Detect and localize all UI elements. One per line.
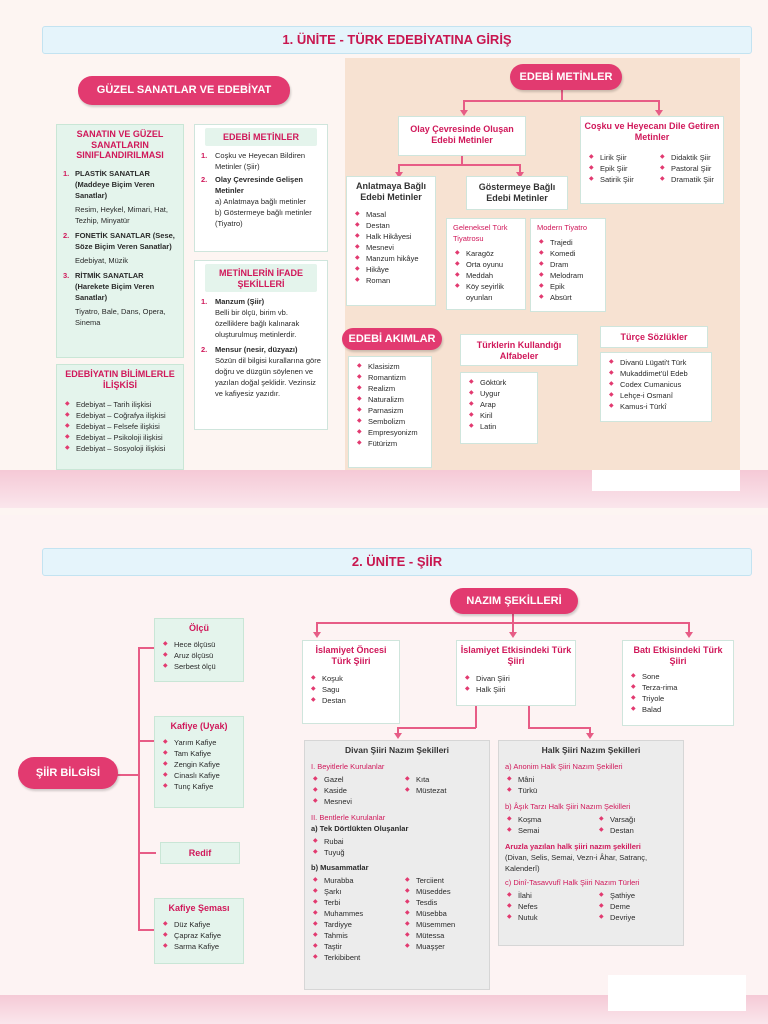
- geleneksel-tiyatro-box: [446, 218, 526, 310]
- modern-tiyatro-box: [530, 218, 606, 312]
- list-item: ◆ Sarma Kafiye: [163, 941, 239, 952]
- list-item: ◆ Müseddes: [405, 886, 485, 897]
- list-item: ◆ Tesdis: [405, 897, 485, 908]
- list-item: ◆ Kamus-i Türkî: [609, 401, 707, 412]
- list-item: ◆ Edebiyat – Tarih ilişkisi: [65, 399, 179, 410]
- list-item: ◆ Nutuk: [507, 912, 587, 923]
- list-item: ◆ Muaşşer: [405, 941, 485, 952]
- gostermeye-bagli-box: [466, 176, 568, 210]
- list-item: ◆ Edebiyat – Felsefe ilişkisi: [65, 421, 179, 432]
- list-item: ◆ Orta oyunu: [455, 259, 521, 270]
- list-item: ◆ Komedi: [539, 248, 601, 259]
- arrow: [313, 632, 321, 638]
- list-item: ◆ Tardiyye: [313, 919, 393, 930]
- cosku-heyecan-box: [580, 116, 724, 204]
- list-item: ◆ Masal: [355, 209, 431, 220]
- sanat-siniflandirma-box: [56, 124, 184, 358]
- list-item: ◆ Epik: [539, 281, 601, 292]
- list-item: ◆ Fütürizm: [357, 438, 427, 449]
- nazim-sekilleri-pill: NAZIM ŞEKİLLERİ: [450, 588, 578, 614]
- edebi-metinler-box: EDEBİ METİNLER 1. Coşku ve Heyecan Bildiren Metinler (Şiir) 2. Olay Çevresinde Gelişen Metinler a) Anlatmaya bağlı metinler b) Göstermeye bağlı metinler (Tiyatro): [194, 124, 328, 252]
- list-item: ◆ Uygur: [469, 388, 533, 399]
- islamiyet-oncesi-title: İslamiyet Öncesi Türk Şiiri: [315, 645, 387, 666]
- list-item: ◆ Hece ölçüsü: [163, 639, 239, 650]
- list-item: ◆ Meddah: [455, 270, 521, 281]
- list-item: ◆ Cinaslı Kafiye: [163, 770, 239, 781]
- unit2-blank-box: [608, 975, 746, 1011]
- list-item: ◆ Varsağı: [599, 814, 679, 825]
- tek-dortluk: a) Tek Dörtlükten Oluşanlar: [311, 823, 409, 833]
- connector: [461, 155, 463, 165]
- ritmik-sanatlar: 3. RİTMİK SANATLAR (Harekete Biçim Veren Sanatlar) Tiyatro, Bale, Dans, Opera, Sinema: [63, 270, 166, 327]
- aruzla-yazilan-desc: (Divan, Selis, Semai, Vezn-i Âhar, Satranç, Kalenderî): [505, 852, 648, 873]
- connector: [475, 706, 477, 728]
- connector: [561, 90, 563, 101]
- anlatmaya-bagli-title: Anlatmaya Bağlı Edebi Metinler: [355, 181, 427, 202]
- guzel-sanatlar-pill: GÜZEL SANATLAR VE EDEBİYAT: [78, 76, 290, 105]
- list-item: ◆ Lehçe-i Osmanî: [609, 390, 707, 401]
- olay-cevresinde-box: [398, 116, 526, 156]
- list-item: ◆ Latin: [469, 421, 533, 432]
- connector: [316, 622, 689, 624]
- siir-bilgisi-pill: ŞİİR BİLGİSİ: [18, 757, 118, 789]
- list-item: ◆ Şathiye: [599, 890, 679, 901]
- ifade-sekilleri-title: METİNLERİN İFADE ŞEKİLLERİ: [205, 264, 317, 292]
- sanat-siniflandirma-title: SANATIN VE GÜZEL SANATLARIN SINIFLANDIRILMASI: [76, 129, 164, 160]
- list-item: ◆ Lirik Şiir: [589, 152, 648, 163]
- list-item: ◆ Terkibibent: [313, 952, 393, 963]
- dini-tasavvufi: c) Dinî-Tasavvufî Halk Şiiri Nazım Türleri: [505, 877, 640, 887]
- bentlerle-kurulanlar: II. Bentlerle Kurulanlar: [311, 812, 386, 822]
- olay-cevresinde-title: Olay Çevresinde Oluşan Edebi Metinler: [410, 124, 514, 145]
- edebi-metinler-title: EDEBİ METİNLER: [205, 128, 317, 146]
- sozlukler-title: Türçe Sözlükler: [620, 332, 688, 342]
- list-item: ◆ Gazel: [313, 774, 393, 785]
- list-item: ◆ Destan: [355, 220, 431, 231]
- list-item: ◆ Pastoral Şiir: [660, 163, 719, 174]
- list-item: ◆ Tam Kafiye: [163, 748, 239, 759]
- musammatlar: b) Musammatlar: [311, 862, 369, 872]
- list-item: ◆ Absürt: [539, 292, 601, 303]
- list-item: ◆ Realizm: [357, 383, 427, 394]
- unit2-title: 2. ÜNİTE - ŞİİR: [42, 548, 752, 576]
- plastik-sanatlar: 1. PLASTİK SANATLAR (Maddeye Biçim Veren Sanatlar) Resim, Heykel, Mimari, Hat, Tezhip, Minyatür: [63, 168, 168, 225]
- sozlukler-box: [600, 352, 712, 422]
- list-item: ◆ Düz Kafiye: [163, 919, 239, 930]
- fonetik-sanatlar: 2. FONETİK SANATLAR (Sese, Söze Biçim Veren Sanatlar) Edebiyat, Müzik: [63, 230, 175, 265]
- list-item: ◆ Edebiyat – Sosyoloji ilişkisi: [65, 443, 179, 454]
- list-item: ◆ Semai: [507, 825, 587, 836]
- islamiyet-etkisi-title: İslamiyet Etkisindeki Türk Şiiri: [460, 645, 572, 666]
- unit1-title: 1. ÜNİTE - TÜRK EDEBİYATINA GİRİŞ: [42, 26, 752, 54]
- connector: [138, 852, 156, 854]
- list-item: ◆ Terbi: [313, 897, 393, 908]
- connector: [397, 727, 476, 729]
- list-item: ◆ Terza-rima: [631, 682, 729, 693]
- list-item: ◆ Mütessa: [405, 930, 485, 941]
- list-item: ◆ Çapraz Kafiye: [163, 930, 239, 941]
- connector: [528, 706, 530, 728]
- asik-tarzi-halk-siiri: b) Âşık Tarzı Halk Şiiri Nazım Şekilleri: [505, 801, 631, 811]
- connector: [116, 774, 138, 776]
- connector: [398, 164, 520, 166]
- list-item: ◆ Epik Şiir: [589, 163, 648, 174]
- ifade-sekilleri-box: METİNLERİN İFADE ŞEKİLLERİ 1. Manzum (Şiir) Belli bir ölçü, birim vb. özelliklere bağlı kalınarak oluşturulmuş metinlerdir. 2. Mensur (nesir, düzyazı) Sözün dil bilgisi kurallarına göre doğru ve düzgün söylenen ve yazılan doğal şeklidir. Vezinsiz ve kafiyesiz yazıdır.: [194, 260, 328, 430]
- list-item: ◆ Destan: [599, 825, 679, 836]
- list-item: ◆ Sagu: [311, 684, 395, 695]
- list-item: ◆ Müstezat: [405, 785, 485, 796]
- kafiye-semasi-title: Kafiye Şeması: [168, 903, 230, 913]
- list-item: ◆ Manzum hikâye: [355, 253, 431, 264]
- list-item: ◆ Köy seyirlik oyunları: [455, 281, 521, 303]
- list-item: ◆ Divan Şiiri: [465, 673, 571, 684]
- list-item: ◆ Destan: [311, 695, 395, 706]
- list-item: ◆ Şarkı: [313, 886, 393, 897]
- edebi-akimlar-box: [348, 356, 432, 468]
- cosku-heyecan-title: Coşku ve Heyecanı Dile Getiren Metinler: [584, 121, 720, 142]
- list-item: ◆ Nefes: [507, 901, 587, 912]
- anonim-halk-siiri: a) Anonim Halk Şiiri Nazım Şekilleri: [505, 761, 623, 771]
- list-item: ◆ Sembolizm: [357, 416, 427, 427]
- islamiyet-oncesi-box: [302, 640, 400, 724]
- list-item: ◆ Romantizm: [357, 372, 427, 383]
- list-item: ◆ Parnasizm: [357, 405, 427, 416]
- list-item: ◆ Tahmis: [313, 930, 393, 941]
- alfabeler-title: Türklerin Kullandığı Alfabeler: [476, 340, 562, 361]
- sozlukler-head-box: [600, 326, 708, 348]
- list-item: ◆ Koşuk: [311, 673, 395, 684]
- list-item: ◆ Melodram: [539, 270, 601, 281]
- halk-siiri-title: Halk Şiiri Nazım Şekilleri: [541, 745, 641, 755]
- arrow: [586, 733, 594, 739]
- list-item: ◆ Didaktik Şiir: [660, 152, 719, 163]
- list-item: ◆ Devriye: [599, 912, 679, 923]
- bati-etkisi-box: [622, 640, 734, 726]
- olcu-box: [154, 618, 244, 682]
- arrow: [394, 733, 402, 739]
- redif-box: [160, 842, 240, 864]
- alfabeler-head-box: [460, 334, 578, 366]
- list-item: ◆ Arap: [469, 399, 533, 410]
- list-item: ◆ Deme: [599, 901, 679, 912]
- list-item: ◆ Roman: [355, 275, 431, 286]
- anlatmaya-bagli-box: [346, 176, 436, 306]
- list-item: ◆ Terciient: [405, 875, 485, 886]
- list-item: ◆ Göktürk: [469, 377, 533, 388]
- list-item: ◆ Mâni: [507, 774, 679, 785]
- list-item: ◆ Halk Hikâyesi: [355, 231, 431, 242]
- list-item: ◆ Kiril: [469, 410, 533, 421]
- olcu-title: Ölçü: [188, 623, 209, 633]
- list-item: ◆ Halk Şiiri: [465, 684, 571, 695]
- list-item: ◆ Kıta: [405, 774, 485, 785]
- bilimlerle-iliski-box: [56, 364, 184, 470]
- islamiyet-etkisi-box: [456, 640, 576, 706]
- modern-tiyatro-title: Modern Tiyatro: [537, 223, 588, 232]
- divan-siiri-title: Divan Şiiri Nazım Şekilleri: [345, 745, 449, 755]
- list-item: ◆ Klasisizm: [357, 361, 427, 372]
- connector: [528, 727, 590, 729]
- list-item: ◆ Triyole: [631, 693, 729, 704]
- list-item: ◆ Codex Cumanicus: [609, 379, 707, 390]
- list-item: ◆ Balad: [631, 704, 729, 715]
- bati-etkisi-title: Batı Etkisindeki Türk Şiiri: [633, 645, 723, 666]
- list-item: ◆ Naturalizm: [357, 394, 427, 405]
- list-item: ◆ Koşma: [507, 814, 587, 825]
- geleneksel-tiyatro-title: Geleneksel Türk Tiyatrosu: [453, 223, 508, 243]
- list-item: ◆ Rubai: [313, 836, 485, 847]
- arrow: [509, 632, 517, 638]
- list-item: ◆ Edebiyat – Coğrafya ilişkisi: [65, 410, 179, 421]
- list-item: ◆ Yarım Kafiye: [163, 737, 239, 748]
- list-item: ◆ Serbest ölçü: [163, 661, 239, 672]
- list-item: ◆ Muhammes: [313, 908, 393, 919]
- alfabeler-box: [460, 372, 538, 444]
- list-item: ◆ Türkü: [507, 785, 679, 796]
- list-item: ◆ Kaside: [313, 785, 393, 796]
- edebi-akimlar-pill: EDEBİ AKIMLAR: [342, 328, 442, 350]
- list-item: ◆ Mukaddimet'ül Edeb: [609, 368, 707, 379]
- list-item: ◆ Tuyuğ: [313, 847, 485, 858]
- list-item: ◆ Sone: [631, 671, 729, 682]
- bilimlerle-iliski-title: EDEBİYATIN BİLİMLERLE İLİŞKİSİ: [65, 369, 175, 390]
- kafiye-box: [154, 716, 244, 808]
- gostermeye-bagli-title: Göstermeye Bağlı Edebi Metinler: [478, 182, 556, 203]
- divan-siiri-box: [304, 740, 490, 990]
- list-item: ◆ Aruz ölçüsü: [163, 650, 239, 661]
- connector: [138, 647, 140, 930]
- list-item: ◆ İlahi: [507, 890, 587, 901]
- beyitlerle-kurulanlar: I. Beyitlerle Kurulanlar: [311, 761, 385, 771]
- list-item: ◆ Müsebba: [405, 908, 485, 919]
- list-item: ◆ Hikâye: [355, 264, 431, 275]
- list-item: ◆ Murabba: [313, 875, 393, 886]
- arrow: [685, 632, 693, 638]
- list-item: ◆ Tunç Kafiye: [163, 781, 239, 792]
- list-item: ◆ Dram: [539, 259, 601, 270]
- list-item: ◆ Satirik Şiir: [589, 174, 648, 185]
- list-item: ◆ Zengin Kafiye: [163, 759, 239, 770]
- list-item: ◆ Divanü Lügati't Türk: [609, 357, 707, 368]
- list-item: ◆ Trajedi: [539, 237, 601, 248]
- kafiye-title: Kafiye (Uyak): [170, 721, 228, 731]
- redif-title: Redif: [188, 848, 212, 858]
- halk-siiri-box: [498, 740, 684, 946]
- list-item: ◆ Dramatik Şiir: [660, 174, 719, 185]
- kafiye-semasi-box: [154, 898, 244, 964]
- list-item: ◆ Mesnevi: [313, 796, 393, 807]
- list-item: ◆ Karagöz: [455, 248, 521, 259]
- list-item: ◆ Müsemmen: [405, 919, 485, 930]
- list-item: ◆ Taştir: [313, 941, 393, 952]
- list-item: ◆ Empresyonizm: [357, 427, 427, 438]
- list-item: ◆ Mesnevi: [355, 242, 431, 253]
- list-item: ◆ Edebiyat – Psikoloji ilişkisi: [65, 432, 179, 443]
- aruzla-yazilan: Aruzla yazılan halk şiiri nazım şekilleri: [505, 841, 641, 851]
- edebi-metinler-pill: EDEBİ METİNLER: [510, 64, 622, 90]
